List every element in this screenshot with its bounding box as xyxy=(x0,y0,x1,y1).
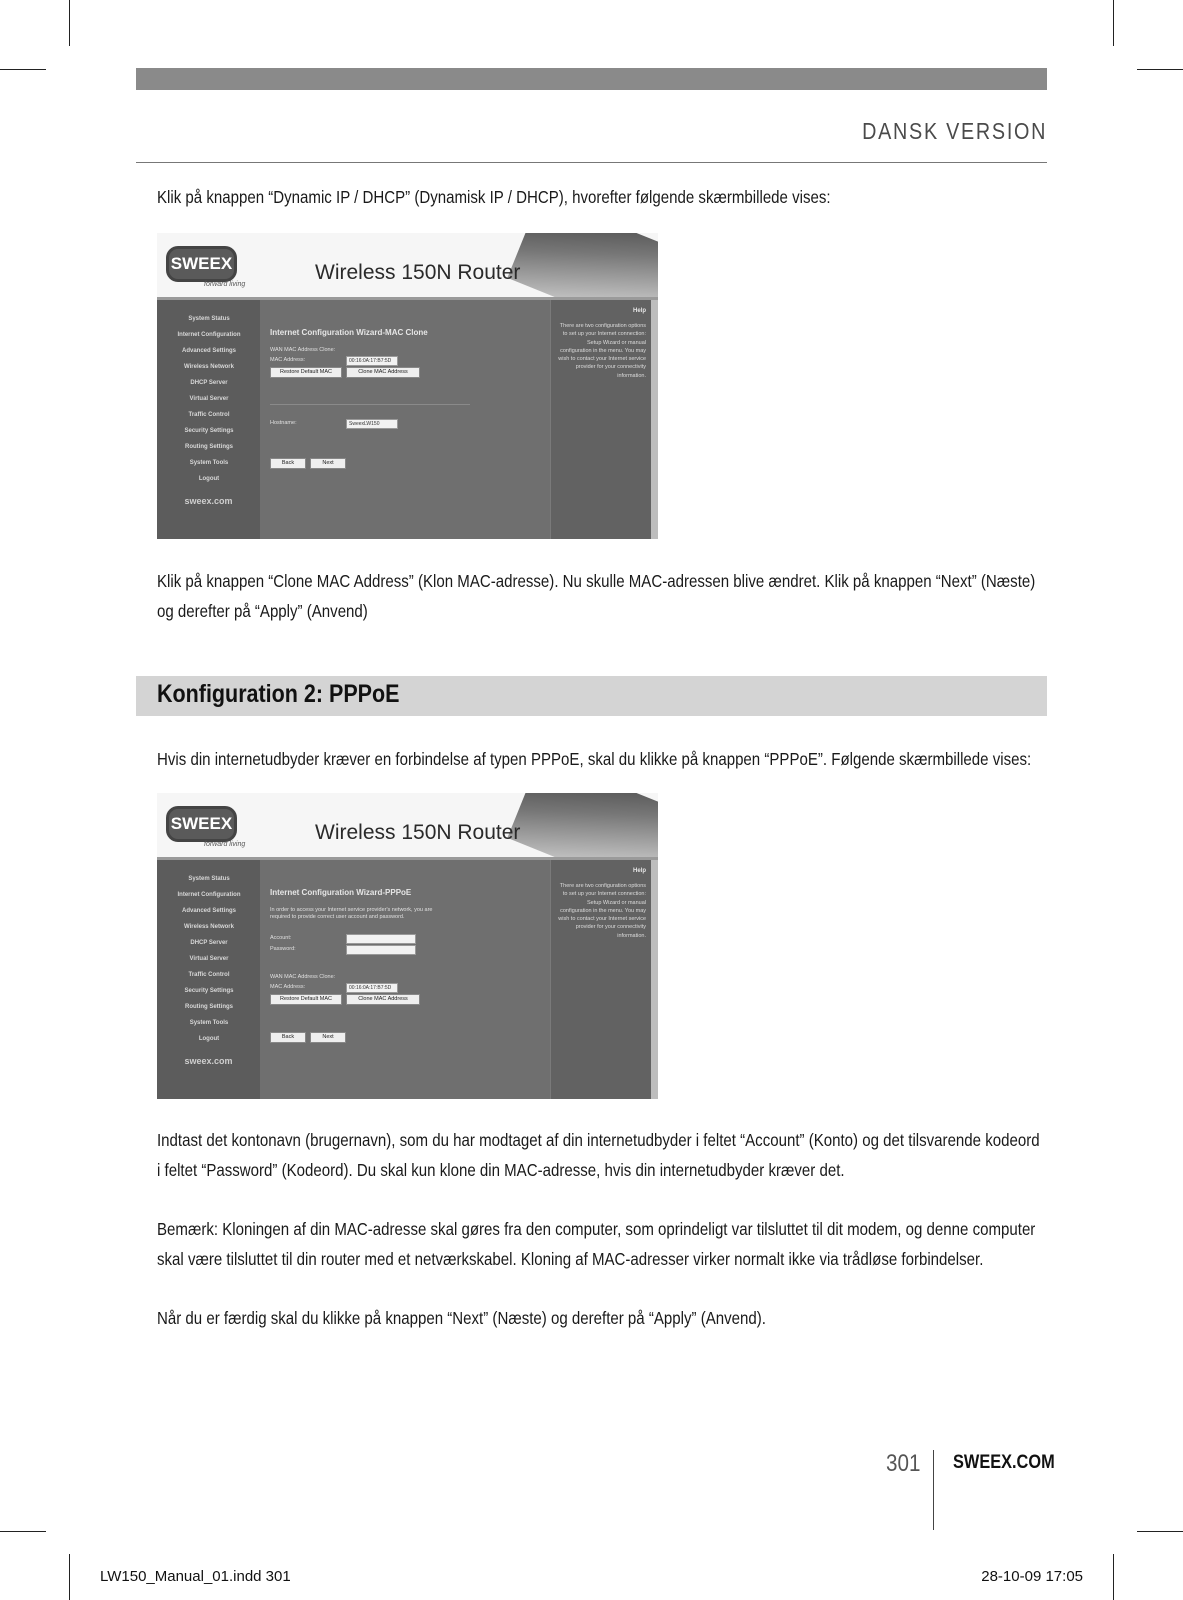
nav-item-internet-configuration[interactable]: Internet Configuration xyxy=(177,892,241,898)
sweex-logo: SWEEX xyxy=(166,806,237,842)
nav-item-wireless-network[interactable]: Wireless Network xyxy=(184,924,234,930)
crop-mark xyxy=(1137,1531,1183,1532)
next-button[interactable]: Next xyxy=(310,458,346,469)
nav-item-routing-settings[interactable]: Routing Settings xyxy=(185,444,233,450)
hostname-label: Hostname: xyxy=(270,420,297,426)
nav-item-security-settings[interactable]: Security Settings xyxy=(184,988,234,994)
nav-item-routing-settings[interactable]: Routing Settings xyxy=(185,1004,233,1010)
nav-item-dhcp-server[interactable]: DHCP Server xyxy=(190,380,228,386)
nav-item-system-tools[interactable]: System Tools xyxy=(189,1020,229,1026)
nav-item-advanced-settings[interactable]: Advanced Settings xyxy=(181,908,236,914)
logo-tagline: forward living xyxy=(204,281,246,288)
paragraph: Bemærk: Kloningen af din MAC-adresse skal gøres fra den computer, som oprindeligt var tilsluttet til dit modem, og denne computer skal være tilsluttet til din router med et netværkskabel. Kloning af MAC-adresser virker normalt ikke via trådløse forbindelser. xyxy=(157,1219,1036,1269)
scrollbar[interactable] xyxy=(651,300,658,539)
nav-item-logout[interactable]: Logout xyxy=(198,476,220,482)
scrollbar[interactable] xyxy=(651,860,658,1099)
help-title: Help xyxy=(632,868,646,874)
help-text: There are two configuration options to set up your Internet connection: Setup Wizard or manual configuration in the menu. You may wish to contact your Internet service provider for your connectivity information. xyxy=(558,323,646,379)
divider xyxy=(270,404,470,405)
paragraph: Hvis din internetudbyder kræver en forbindelse af typen PPPoE, skal du klikke på knappen “PPPoE”. Følgende skærmbillede vises: xyxy=(157,749,1032,769)
router-main-panel xyxy=(260,300,550,539)
page-number: 301 xyxy=(886,1450,921,1477)
mac-address-input[interactable]: 00:16:0A:17:B7:5D xyxy=(346,356,398,366)
logo-tagline: forward living xyxy=(204,841,246,848)
back-button[interactable]: Back xyxy=(270,1032,306,1043)
wizard-heading: Internet Configuration Wizard-PPPoE xyxy=(270,888,412,897)
header-bar xyxy=(136,68,1047,90)
hostname-input[interactable]: SweexLW150 xyxy=(346,419,398,429)
nav-item-virtual-server[interactable]: Virtual Server xyxy=(189,956,229,962)
password-label: Password: xyxy=(270,946,296,952)
mac-address-label: MAC Address: xyxy=(270,984,306,990)
nav-item-system-status[interactable]: System Status xyxy=(188,316,230,322)
footer-site: SWEEX.COM xyxy=(953,1452,1055,1473)
paragraph: Indtast det kontonavn (brugernavn), som du har modtaget af din internetudbyder i feltet “Account” (Konto) og det tilsvarende kodeord i feltet “Password” (Kodeord). Du skal kun klone din MAC-adresse, hvis din internetudbyder kræver det. xyxy=(157,1130,1040,1180)
nav-item-system-status[interactable]: System Status xyxy=(188,876,230,882)
paragraph: Når du er færdig skal du klikke på knappen “Next” (Næste) og derefter på “Apply” (Anvend). xyxy=(157,1308,766,1328)
router-screenshot-pppoe xyxy=(157,793,658,1099)
router-title: Wireless 150N Router xyxy=(315,261,521,284)
wan-mac-clone-label: WAN MAC Address Clone: xyxy=(270,974,336,980)
router-sidebar xyxy=(157,300,260,539)
next-button[interactable]: Next xyxy=(310,1032,346,1043)
section-title: Konfiguration 2: PPPoE xyxy=(157,680,400,708)
nav-item-virtual-server[interactable]: Virtual Server xyxy=(189,396,229,402)
router-main-panel xyxy=(260,860,550,1099)
paragraph: Klik på knappen “Dynamic IP / DHCP” (Dynamisk IP / DHCP), hvorefter følgende skærmbillede vises: xyxy=(157,187,831,207)
print-slug-date: 28-10-09 17:05 xyxy=(981,1568,1083,1585)
crop-mark xyxy=(69,0,70,46)
print-slug-file: LW150_Manual_01.indd 301 xyxy=(100,1568,291,1585)
router-title: Wireless 150N Router xyxy=(315,821,521,844)
crop-mark xyxy=(0,69,46,70)
crop-mark xyxy=(1113,1554,1114,1600)
pppoe-intro-text: In order to access your Internet service provider's network, you are required to provide correct user account and password. xyxy=(270,907,433,920)
router-screenshot-mac-clone xyxy=(157,233,658,539)
router-sidebar xyxy=(157,860,260,1099)
password-input[interactable] xyxy=(346,945,416,955)
crop-mark xyxy=(1137,69,1183,70)
nav-item-logout[interactable]: Logout xyxy=(198,1036,220,1042)
nav-item-internet-configuration[interactable]: Internet Configuration xyxy=(177,332,241,338)
clone-mac-address-button[interactable]: Clone MAC Address xyxy=(346,367,420,378)
wan-mac-clone-label: WAN MAC Address Clone: xyxy=(270,347,336,353)
router-footer-site: sweex.com xyxy=(184,496,233,506)
footer-divider xyxy=(933,1450,934,1530)
mac-address-input[interactable]: 00:16:0A:17:B7:5D xyxy=(346,983,398,993)
account-input[interactable] xyxy=(346,934,416,944)
back-button[interactable]: Back xyxy=(270,458,306,469)
clone-mac-address-button[interactable]: Clone MAC Address xyxy=(346,994,420,1005)
help-panel xyxy=(550,860,652,1099)
nav-item-traffic-control[interactable]: Traffic Control xyxy=(188,412,230,418)
help-text: There are two configuration options to set up your Internet connection: Setup Wizard or manual configuration in the menu. You may wish to contact your Internet service provider for your connectivity information. xyxy=(558,883,646,939)
nav-item-system-tools[interactable]: System Tools xyxy=(189,460,229,466)
help-title: Help xyxy=(632,308,646,314)
crop-mark xyxy=(0,1531,46,1532)
nav-item-security-settings[interactable]: Security Settings xyxy=(184,428,234,434)
restore-default-mac-button[interactable]: Restore Default MAC xyxy=(270,994,342,1005)
nav-item-wireless-network[interactable]: Wireless Network xyxy=(184,364,234,370)
nav-item-traffic-control[interactable]: Traffic Control xyxy=(188,972,230,978)
restore-default-mac-button[interactable]: Restore Default MAC xyxy=(270,367,342,378)
crop-mark xyxy=(69,1554,70,1600)
help-panel xyxy=(550,300,652,539)
crop-mark xyxy=(1113,0,1114,46)
wizard-heading: Internet Configuration Wizard-MAC Clone xyxy=(270,328,428,337)
language-label: DANSK VERSION xyxy=(861,118,1047,144)
account-label: Account: xyxy=(270,935,292,941)
mac-address-label: MAC Address: xyxy=(270,357,306,363)
nav-item-advanced-settings[interactable]: Advanced Settings xyxy=(181,348,236,354)
paragraph: Klik på knappen “Clone MAC Address” (Klon MAC-adresse). Nu skulle MAC-adressen blive ændret. Klik på knappen “Next” (Næste) og derefter på “Apply” (Anvend) xyxy=(157,571,1036,621)
router-footer-site: sweex.com xyxy=(184,1056,233,1066)
sweex-logo: SWEEX xyxy=(166,246,237,282)
nav-item-dhcp-server[interactable]: DHCP Server xyxy=(190,940,228,946)
header-rule xyxy=(136,162,1047,163)
